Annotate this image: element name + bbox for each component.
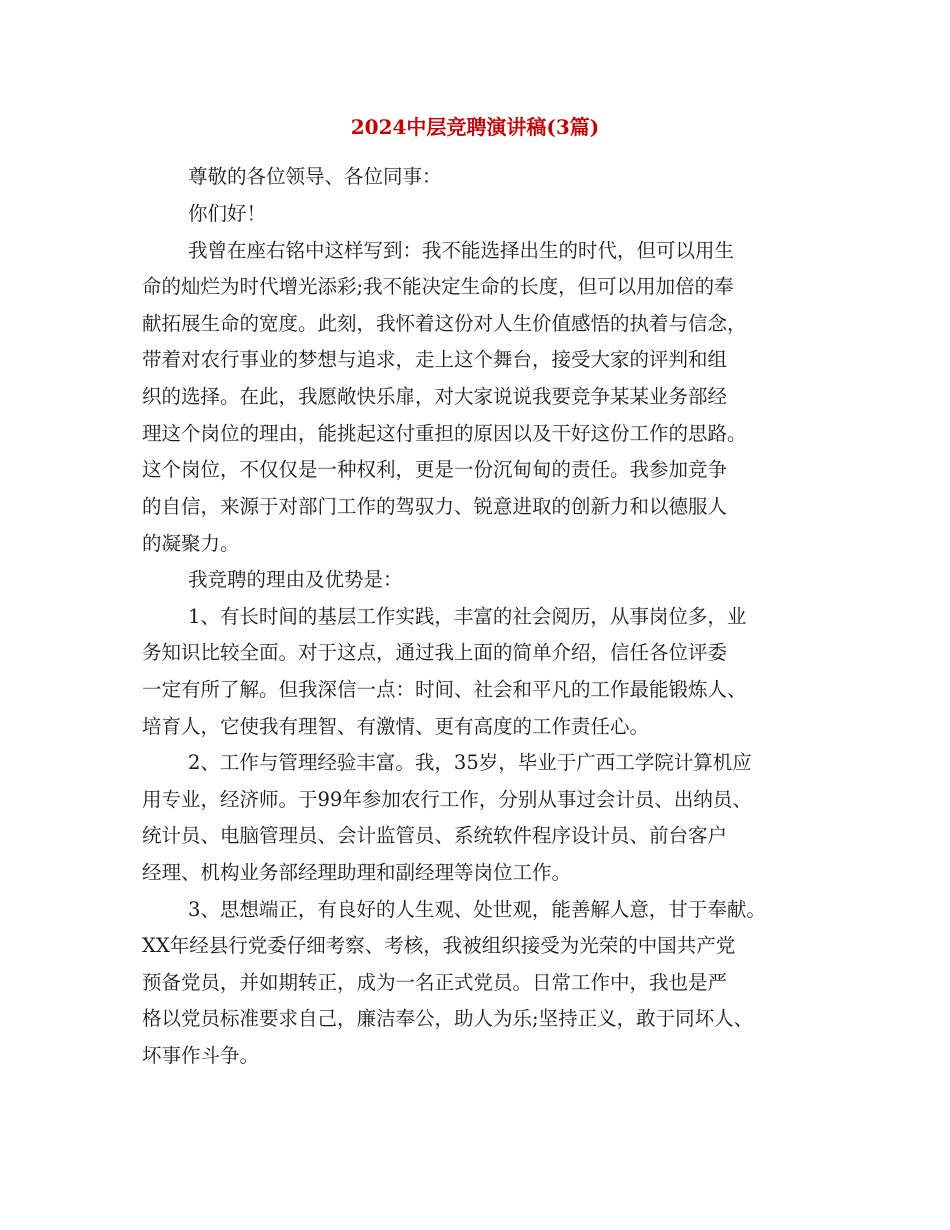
section-heading: 我竞聘的理由及优势是： <box>188 568 403 591</box>
paragraph-line: 统计员、电脑管理员、会计监管员、系统软件程序设计员、前台客户 <box>142 824 728 847</box>
paragraph-line: 格以党员标准要求自己，廉洁奉公，助人为乐;坚持正义，敢于同坏人、 <box>142 1007 754 1030</box>
paragraph-line: 理这个岗位的理由，能挑起这付重担的原因以及干好这份工作的思路。 <box>142 422 747 445</box>
greeting: 你们好！ <box>188 202 267 225</box>
paragraph-line: 经理、机构业务部经理助理和副经理等岗位工作。 <box>142 861 572 884</box>
paragraph-line: 织的选择。在此，我愿敞快乐扉，对大家说说我要竞争某某业务部经 <box>142 385 728 408</box>
paragraph-line: 这个岗位，不仅仅是一种权利，更是一份沉甸甸的责任。我参加竞争 <box>142 458 728 481</box>
paragraph-line: XX年经县行党委仔细考察、考核，我被组织接受为光荣的中国共产党 <box>142 934 736 957</box>
paragraph-line: 2、工作与管理经验丰富。我，35岁，毕业于广西工学院计算机应 <box>188 751 752 774</box>
paragraph-line: 用专业，经济师。于99年参加农行工作，分别从事过会计员、出纳员、 <box>142 788 752 811</box>
paragraph-line: 预备党员，并如期转正，成为一名正式党员。日常工作中，我也是严 <box>142 971 728 994</box>
paragraph-line: 3、思想端正，有良好的人生观、处世观，能善解人意，甘于奉献。 <box>188 898 766 921</box>
paragraph-line: 我曾在座右铭中这样写到：我不能选择出生的时代，但可以用生 <box>188 239 735 262</box>
paragraph-line: 命的灿烂为时代增光添彩;我不能决定生命的长度，但可以用加倍的奉 <box>142 275 734 298</box>
paragraph-line: 务知识比较全面。对于这点，通过我上面的简单介绍，信任各位评委 <box>142 641 728 664</box>
paragraph-line: 的凝聚力。 <box>142 532 240 555</box>
paragraph-line: 一定有所了解。但我深信一点：时间、社会和平凡的工作最能锻炼人、 <box>142 678 747 701</box>
paragraph-line: 献拓展生命的宽度。此刻，我怀着这份对人生价值感悟的执着与信念， <box>142 312 747 335</box>
salutation: 尊敬的各位领导、各位同事： <box>188 165 442 188</box>
paragraph-line: 坏事作斗争。 <box>142 1044 260 1067</box>
paragraph-line: 培育人，它使我有理智、有激情、更有高度的工作责任心。 <box>142 715 650 738</box>
paragraph-line: 1、有长时间的基层工作实践，丰富的社会阅历，从事岗位多，业 <box>188 605 747 628</box>
paragraph-line: 带着对农行事业的梦想与追求，走上这个舞台，接受大家的评判和组 <box>142 348 728 371</box>
paragraph-line: 的自信，来源于对部门工作的驾驭力、锐意进取的创新力和以德服人 <box>142 495 728 518</box>
document-title: 2024中层竞聘演讲稿(3篇) <box>350 115 600 139</box>
